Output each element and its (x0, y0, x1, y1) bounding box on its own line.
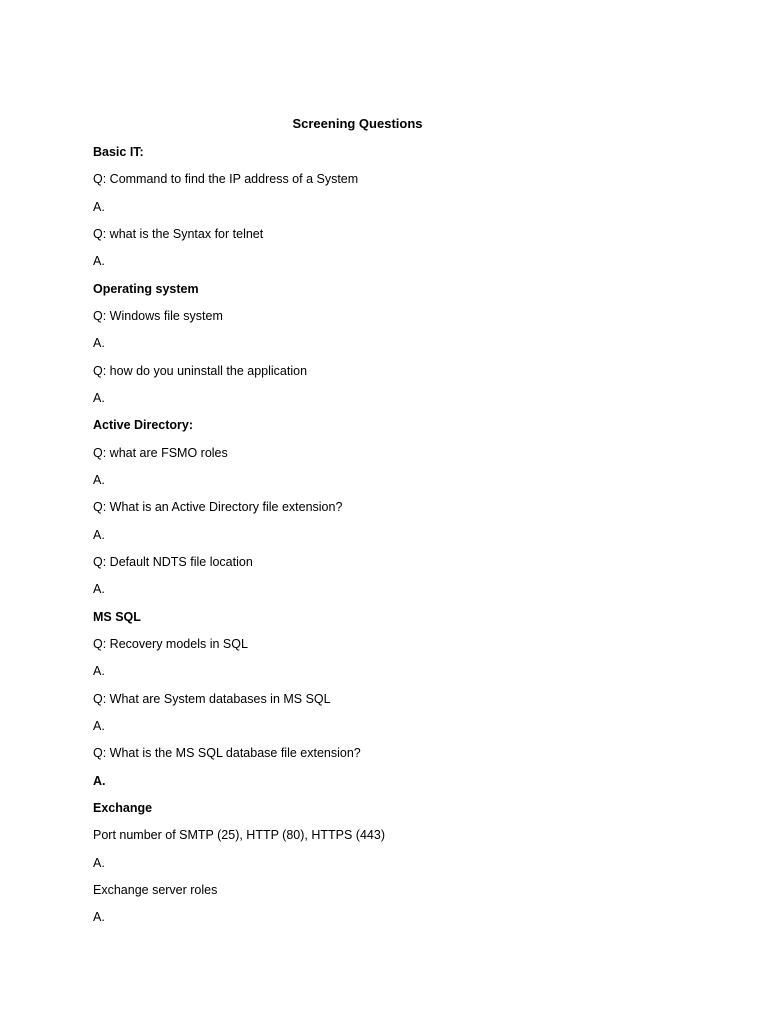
answer-line: A. (93, 527, 105, 542)
question-line: Q: Windows file system (93, 308, 223, 323)
section-heading-exchange: Exchange (93, 800, 153, 815)
answer-line: A. (93, 910, 105, 925)
question-line: Q: how do you uninstall the application (93, 363, 308, 378)
question-line: Q: What is the MS SQL database file extension? (93, 746, 361, 761)
question-line: Q: Default NDTS file location (93, 554, 253, 569)
answer-line: A. (93, 773, 106, 788)
document-title: Screening Questions (292, 116, 423, 131)
question-line: Exchange server roles (93, 882, 218, 897)
answer-line: A. (93, 472, 105, 487)
answer-line: A. (93, 199, 105, 214)
section-heading-operating-system: Operating system (93, 281, 199, 296)
question-line: Q: What are System databases in MS SQL (93, 691, 331, 706)
answer-line: A. (93, 855, 105, 870)
section-heading-basic-it: Basic IT: (93, 145, 144, 159)
question-line: Q: what is the Syntax for telnet (93, 226, 264, 241)
question-line: Port number of SMTP (25), HTTP (80), HTTPS (443) (93, 828, 385, 843)
section-heading-ms-sql: MS SQL (93, 609, 141, 624)
answer-line: A. (93, 336, 105, 351)
question-line: Q: Recovery models in SQL (93, 636, 248, 651)
section-heading-active-directory: Active Directory: (93, 418, 194, 433)
document-body (93, 143, 713, 936)
answer-line: A. (93, 582, 105, 597)
answer-line: A. (93, 390, 105, 405)
question-line: Q: Command to find the IP address of a System (93, 172, 359, 187)
question-line: Q: What is an Active Directory file extension? (93, 500, 343, 515)
answer-line: A. (93, 718, 105, 733)
question-line: Q: what are FSMO roles (93, 445, 228, 460)
answer-line: A. (93, 254, 105, 269)
answer-line: A. (93, 664, 105, 679)
